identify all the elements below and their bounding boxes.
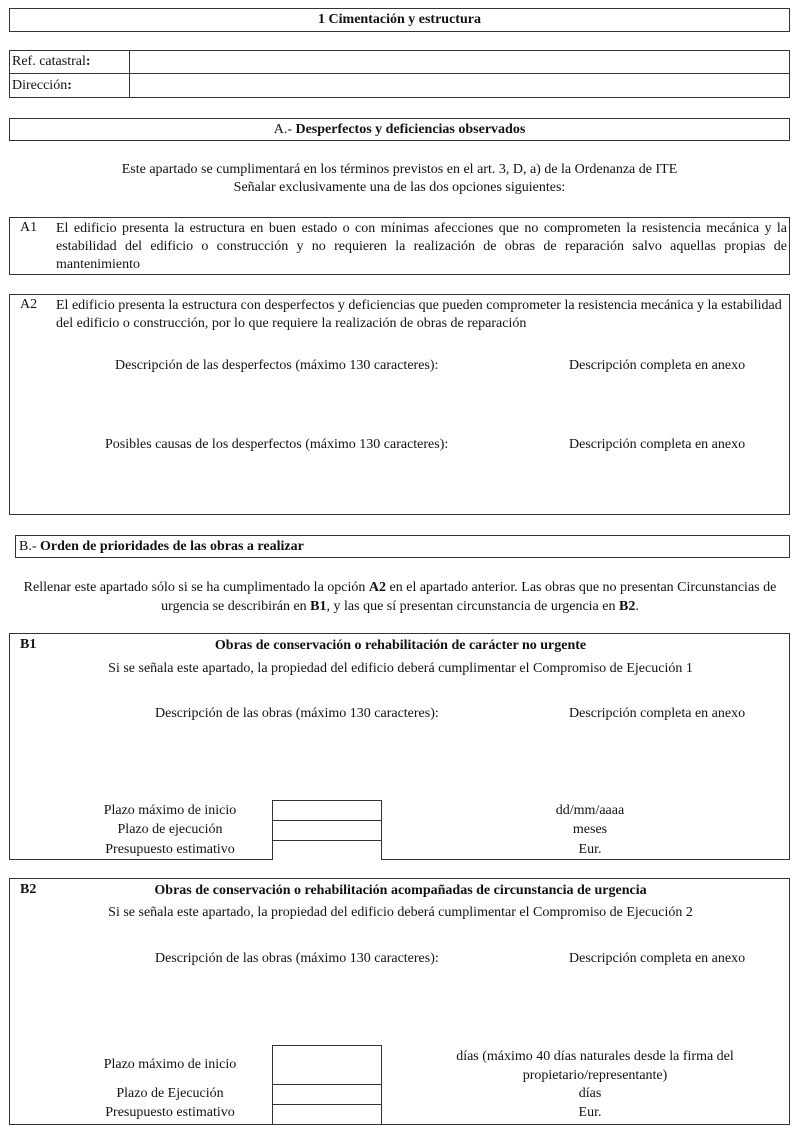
section-a-heading: Desperfectos y deficiencias observados: [295, 122, 526, 137]
a2-description-annex: Descripción completa en anexo: [569, 358, 746, 373]
option-a2-box[interactable]: [9, 294, 790, 515]
section-b-intro-3: , y las que sí presentan circunstancia de urgencia en: [326, 599, 619, 614]
section-title: [9, 8, 790, 32]
option-b2-code: B2: [20, 882, 37, 897]
b1-plazo-inicio-unit: dd/mm/aaaa: [555, 803, 625, 818]
option-b2-title: Obras de conservación o rehabilitación acompañadas de circunstancia de urgencia: [154, 883, 647, 898]
section-b-intro-1: Rellenar este apartado sólo si se ha cumplimentado la opción: [23, 580, 369, 595]
option-a1-code: A1: [20, 220, 38, 235]
option-b1-box[interactable]: [9, 633, 790, 860]
section-b-prefix: B.-: [19, 539, 40, 554]
section-a-intro: [9, 161, 790, 197]
b1-description-annex: Descripción completa en anexo: [569, 706, 746, 721]
a2-description-label: Descripción de las desperfectos (máximo 130 caracteres):: [115, 358, 439, 373]
b1-plazo-ejecucion-unit: meses: [572, 822, 608, 837]
section-b-title: [15, 535, 790, 558]
b1-plazo-inicio-label: Plazo máximo de inicio: [103, 803, 237, 818]
section-b-intro-4: .: [635, 599, 639, 614]
section-a-intro-line2: Señalar exclusivamente una de las dos opciones siguientes:: [233, 180, 566, 195]
ref-catastral-label: Ref. catastral: [12, 54, 86, 69]
option-a2-code: A2: [20, 297, 38, 312]
direccion-label-cell: [9, 73, 130, 98]
b2-plazo-inicio-input[interactable]: [272, 1045, 382, 1085]
ref-catastral-label-cell: [9, 50, 130, 74]
section-a-prefix: A.-: [273, 122, 296, 137]
b2-plazo-inicio-label: Plazo máximo de inicio: [103, 1057, 237, 1072]
b2-description-label: Descripción de las obras (máximo 130 caracteres):: [155, 951, 439, 966]
section-b-intro-b2: B2: [618, 599, 636, 614]
option-a1-box[interactable]: [9, 217, 790, 275]
direccion-label: Dirección: [12, 78, 68, 93]
section-b-heading: Orden de prioridades de las obras a realizar: [40, 539, 304, 554]
direccion-input[interactable]: [130, 74, 789, 97]
b2-presupuesto-input[interactable]: [272, 1104, 382, 1124]
direccion-field[interactable]: [129, 73, 790, 98]
b2-plazo-ejecucion-input[interactable]: [272, 1084, 382, 1105]
section-b-intro-a2: A2: [368, 580, 387, 595]
option-b2-box[interactable]: [9, 878, 790, 1125]
section-b-intro-b1: B1: [310, 599, 327, 614]
b1-presupuesto-label: Presupuesto estimativo: [105, 842, 235, 857]
section-a-title: [9, 118, 790, 141]
b1-plazo-inicio-input[interactable]: [272, 800, 382, 821]
b1-presupuesto-input[interactable]: [272, 840, 382, 860]
ref-catastral-colon: :: [85, 54, 91, 69]
section-title-text: 1 Cimentación y estructura: [318, 12, 481, 27]
a2-causes-annex: Descripción completa en anexo: [569, 437, 746, 452]
option-a2-text: El edificio presenta la estructura con desperfectos y deficiencias que pueden comprometer la resistencia mecánica y la estabilidad del edificio o construcción, por lo que requiere la realización de obras de reparación: [56, 298, 782, 331]
b2-description-annex: Descripción completa en anexo: [569, 951, 746, 966]
b1-description-label: Descripción de las obras (máximo 130 caracteres):: [155, 706, 439, 721]
b2-plazo-ejecucion-unit: días: [578, 1086, 602, 1101]
b1-plazo-ejecucion-label: Plazo de ejecución: [117, 822, 223, 837]
b2-plazo-ejecucion-label: Plazo de Ejecución: [116, 1086, 224, 1101]
b2-plazo-inicio-unit: [430, 1047, 760, 1085]
section-b-intro-2: en el apartado anterior. Las obras que no presentan Circunstancias de urgencia se describirán en: [161, 580, 777, 614]
direccion-colon: :: [67, 78, 72, 93]
b2-plazo-inicio-unit-line2: propietario/representante): [522, 1068, 668, 1083]
section-a-intro-line1: Este apartado se cumplimentará en los términos previstos en el art. 3, D, a) de la Ordenanza de ITE: [121, 162, 678, 177]
option-a1-text: El edificio presenta la estructura en buen estado o con mínimas afecciones que no comprometen la resistencia mecánica y la estabilidad del edificio o construcción y no requieren la realización de obras de reparación salvo aquellas propias de mantenimiento: [56, 221, 787, 272]
a2-causes-label: Posibles causas de los desperfectos (máximo 130 caracteres):: [105, 437, 449, 452]
option-b1-title: Obras de conservación o rehabilitación de carácter no urgente: [214, 638, 587, 653]
b2-presupuesto-unit: Eur.: [578, 1105, 602, 1120]
option-b1-code: B1: [20, 637, 37, 652]
b1-presupuesto-unit: Eur.: [578, 842, 602, 857]
section-b-intro: [20, 578, 780, 616]
b2-presupuesto-label: Presupuesto estimativo: [105, 1105, 235, 1120]
b1-plazo-ejecucion-input[interactable]: [272, 820, 382, 841]
ref-catastral-field[interactable]: [129, 50, 790, 74]
ref-catastral-input[interactable]: [130, 51, 789, 73]
b2-plazo-inicio-unit-line1: días (máximo 40 días naturales desde la firma del: [456, 1049, 734, 1064]
option-b2-subtitle: Si se señala este apartado, la propiedad del edificio deberá cumplimentar el Compromiso de Ejecución 2: [108, 905, 693, 920]
option-b1-subtitle: Si se señala este apartado, la propiedad del edificio deberá cumplimentar el Compromiso de Ejecución 1: [108, 661, 693, 676]
